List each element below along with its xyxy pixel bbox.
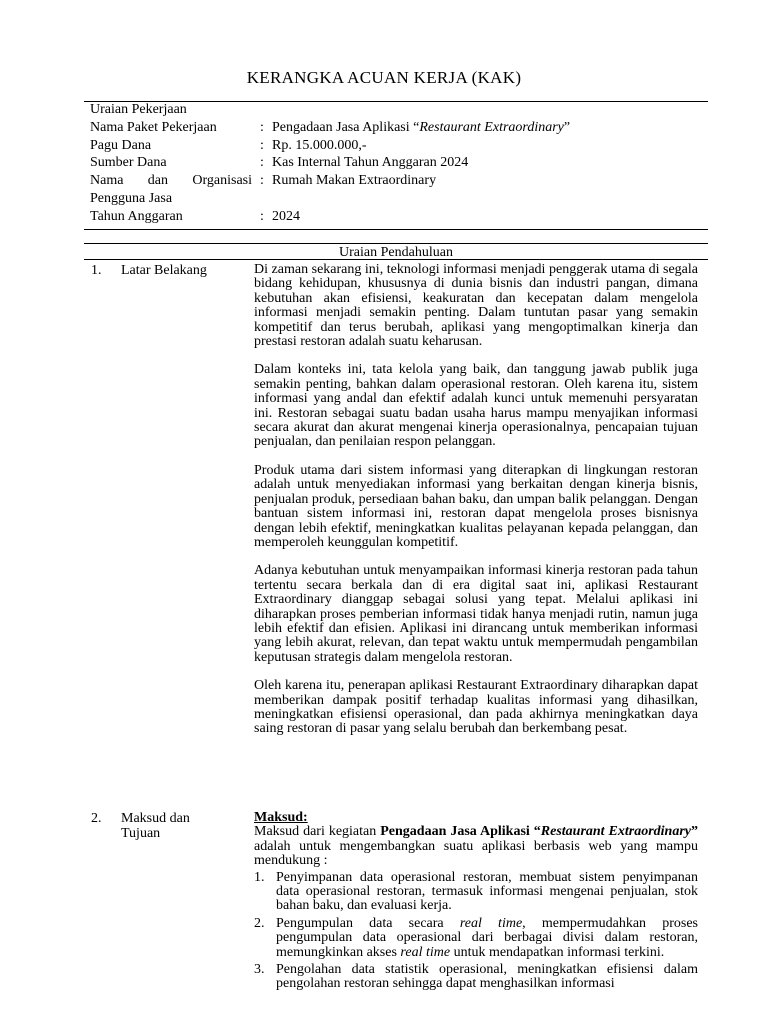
info-row-sumber — [90, 154, 700, 172]
info-sep: : — [260, 208, 264, 224]
maksud-intro: Maksud dari kegiatan Pengadaan Jasa Aplikasi “Restaurant Extraordinary” adalah untuk mengembangkan suatu aplikasi berbasis web yang mampu mendukung : — [254, 824, 699, 869]
info-value: Rumah Makan Extraordinary — [272, 173, 437, 189]
paragraph: Produk utama dari sistem informasi yang diterapkan di lingkungan restoran adalah untuk menyediakan informasi yang berkaitan dengan kinerja bisnis, penjualan produk, persediaan bahan baku, dan umpan balik pelanggan. Dengan bantuan sistem informasi ini, restoran dapat mengelola proses bisnisnya dengan lebih efektif, meningkatkan kualitas pelayanan kepada pelanggan, dan memperoleh keunggulan kompetitif. — [254, 462, 698, 550]
section-2-body — [254, 811, 698, 995]
paragraph: Oleh karena itu, penerapan aplikasi Restaurant Extraordinary diharapkan dapat memberikan dampak positif terhadap kualitas informasi yang dihasilkan, meningkatkan efisiensi operasional, dan pada akhirnya meningkatkan daya saing restoran di pasar yang selalu berubah dan berkembang pesat. — [254, 678, 698, 737]
info-table — [90, 101, 700, 226]
section-heading: Uraian Pendahuluan — [339, 245, 453, 260]
info-label: Sumber Dana — [90, 155, 167, 171]
info-sep: : — [260, 155, 264, 171]
section-heading-rule — [84, 259, 708, 260]
paragraph: Di zaman sekarang ini, teknologi informasi menjadi penggerak utama di segala bidang kehidupan, khususnya di dunia bisnis dan industri pangan, dimana kebutuhan akan efisiensi, keakuratan dan kecepatan dalam mengelola informasi menjadi semakin penting. Dalam tuntutan pasar yang semakin kompetitif dan terus berubah, aplikasi yang mengoptimalkan kinerja dan prestasi restoran adalah suatu keharusan. — [254, 262, 698, 350]
section-1-number: 1. — [91, 263, 102, 278]
info-label: Tahun Anggaran — [90, 208, 183, 224]
section-2-title: Maksud dan Tujuan — [121, 811, 190, 841]
info-sep: : — [260, 137, 264, 153]
section-1-body — [254, 263, 698, 751]
info-value: Pengadaan Jasa Aplikasi “Restaurant Extraordinary” — [272, 119, 571, 135]
info-row-pengguna — [90, 172, 700, 208]
section-1-title: Latar Belakang — [121, 263, 207, 278]
info-label: Nama Paket Pekerjaan — [90, 119, 217, 135]
info-value: Kas Internal Tahun Anggaran 2024 — [272, 155, 469, 171]
list-item: 3. Pengolahan data statistik operasional, meningkatkan efisiensi dalam pengolahan restoran sehingga dapat menghasilkan informasi — [254, 962, 698, 992]
info-label: Nama dan Organisasi Pengguna Jasa — [90, 173, 252, 206]
paragraph: Adanya kebutuhan untuk menyampaikan informasi kinerja restoran pada tahun tertentu secara berkala dan di era digital saat ini, aplikasi Restaurant Extraordinary dianggap sebagai solusi yang tepat. Melalui aplikasi ini diharapkan proses pemberian informasi tidak hanya menjadi rutin, namun juga lebih efektif dan efisien. Aplikasi ini dirancang untuk memberikan informasi yang lebih akurat, relevan, dan tepat waktu untuk mempermudah pengambilan keputusan strategis dalam mengelola restoran. — [254, 563, 698, 665]
list-item: 2. Pengumpulan data secara real time, mempermudahkan proses pengumpulan data operasional dari berbagai divisi dalam restoran, memungkinkan akses real time untuk mendapatkan informasi terkini. — [254, 915, 699, 960]
info-value: 2024 — [272, 208, 300, 224]
info-heading: Uraian Pekerjaan — [90, 102, 187, 117]
section-top-rule — [84, 243, 708, 244]
maksud-list — [254, 871, 698, 992]
info-label: Pagu Dana — [90, 137, 152, 153]
info-bottom-rule — [84, 229, 708, 230]
info-heading-row — [90, 101, 700, 119]
subheading-maksud: Maksud: — [254, 810, 308, 825]
list-item: 1. Penyimpanan data operasional restoran, membuat sistem penyimpanan data operasional restoran, termasuk informasi mengenai penjualan, stok bahan baku, dan evaluasi kerja. — [254, 869, 698, 914]
document-title: KERANGKA ACUAN KERJA (KAK) — [246, 68, 522, 87]
info-sep: : — [260, 173, 264, 189]
info-row-pagu — [90, 137, 700, 155]
info-row-tahun — [90, 208, 700, 226]
info-sep: : — [260, 119, 264, 135]
section-2-number: 2. — [91, 811, 102, 826]
paragraph: Dalam konteks ini, tata kelola yang baik, dan tanggung jawab publik juga semakin penting, bahkan dalam operasional restoran. Oleh karena itu, sistem informasi yang andal dan efektif adalah kunci untuk memenuhi persyaratan ini. Restoran sebagai suatu badan usaha harus mampu menyajikan informasi secara akurat dan akurat mengenai kinerja operasionalnya, pencapaian tujuan penjualan, dan penilaian respon pelanggan. — [254, 362, 698, 450]
info-row-paket — [90, 119, 700, 137]
info-value: Rp. 15.000.000,- — [272, 137, 367, 153]
